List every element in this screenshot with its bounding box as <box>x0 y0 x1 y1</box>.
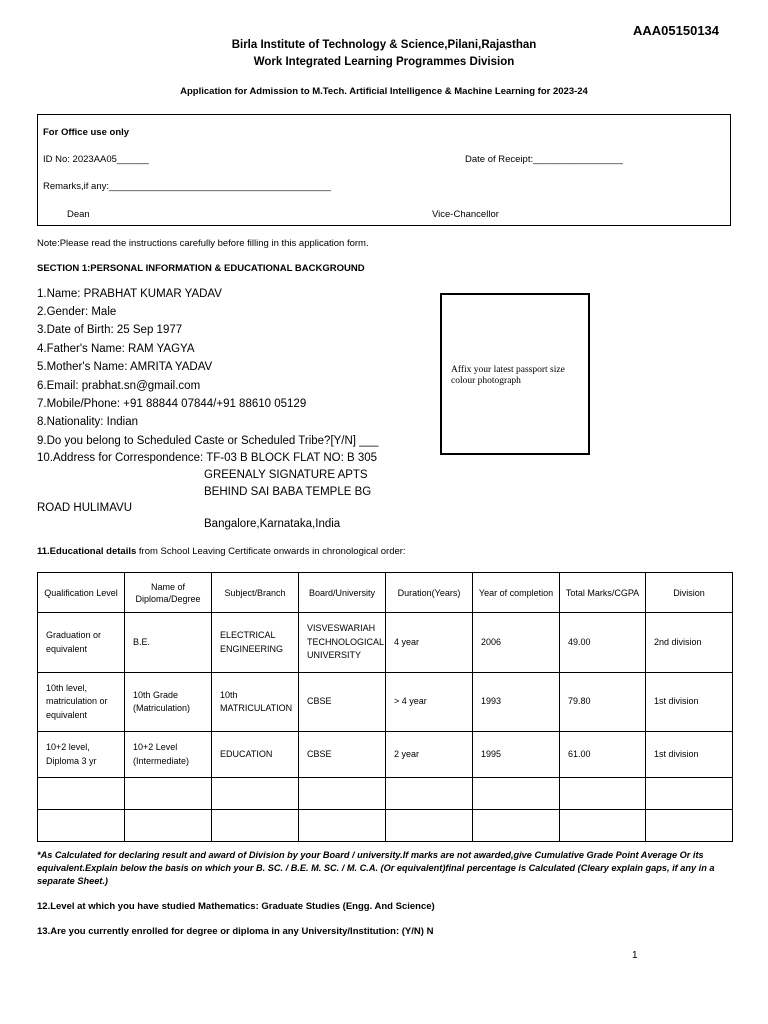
table-cell: 1995 <box>473 732 560 778</box>
col-header: Division <box>646 573 733 613</box>
col-header: Name of Diploma/Degree <box>125 573 212 613</box>
table-cell <box>560 778 646 810</box>
office-dean: Dean <box>67 209 90 220</box>
section1-title: SECTION 1:PERSONAL INFORMATION & EDUCATIONAL BACKGROUND <box>37 263 365 274</box>
table-row <box>38 613 733 673</box>
education-heading-bold: 11.Educational details <box>37 546 137 557</box>
office-use-box <box>37 114 731 226</box>
office-vice-chancellor: Vice-Chancellor <box>432 209 499 220</box>
personal-caste: 9.Do you belong to Scheduled Caste or Scheduled Tribe?[Y/N] ___ <box>37 435 379 447</box>
table-cell <box>299 810 386 842</box>
table-cell: 2nd division <box>646 613 733 673</box>
table-cell <box>646 778 733 810</box>
table-cell <box>125 778 212 810</box>
table-cell: 10th Grade (Matriculation) <box>125 673 212 732</box>
question-12-mathematics: 12.Level at which you have studied Mathematics: Graduate Studies (Engg. And Science) <box>37 901 435 912</box>
education-table <box>37 572 733 842</box>
table-cell: Graduation or equivalent <box>38 613 125 673</box>
application-title: Application for Admission to M.Tech. Artificial Intelligence & Machine Learning for 2023-24 <box>180 86 588 97</box>
education-heading-rest: from School Leaving Certificate onwards in chronological order: <box>136 546 406 557</box>
table-cell <box>473 778 560 810</box>
table-cell <box>125 810 212 842</box>
office-remarks: Remarks,if any:__________________________________________ <box>43 181 331 192</box>
table-cell: 2006 <box>473 613 560 673</box>
table-cell <box>386 778 473 810</box>
table-cell <box>646 810 733 842</box>
photo-text-line-1: Affix your latest passport size <box>451 365 565 375</box>
personal-dob: 3.Date of Birth: 25 Sep 1977 <box>37 324 183 336</box>
personal-email: 6.Email: prabhat.sn@gmail.com <box>37 380 201 392</box>
office-id-no: ID No: 2023AA05______ <box>43 154 149 165</box>
table-cell: 10+2 level, Diploma 3 yr <box>38 732 125 778</box>
page-number: 1 <box>632 950 638 961</box>
question-13-enrollment: 13.Are you currently enrolled for degree or diploma in any University/Institution: (Y/N) N <box>37 926 434 937</box>
table-cell: 10+2 Level (Intermediate) <box>125 732 212 778</box>
col-header: Qualification Level <box>38 573 125 613</box>
photo-instruction <box>451 365 581 387</box>
table-cell: 61.00 <box>560 732 646 778</box>
table-cell <box>212 778 299 810</box>
table-cell: VISVESWARIAH TECHNOLOGICAL UNIVERSITY <box>299 613 386 673</box>
instruction-note: Note:Please read the instructions carefully before filling in this application form. <box>37 238 369 249</box>
table-cell: 49.00 <box>560 613 646 673</box>
table-cell: CBSE <box>299 673 386 732</box>
col-header: Total Marks/CGPA <box>560 573 646 613</box>
marks-footnote: *As Calculated for declaring result and award of Division by your Board / university.If marks are not awarded,give Cumulative Grade Point Average Or its equivalent.Explain below the basis on which your B. SC. / B.E. M. SC. / M. C.A. (Or equivalent)final percentage is Calculated (Cleary explain gaps, if any in a separate Sheet.) <box>37 850 715 886</box>
application-id: AAA05150134 <box>633 23 720 38</box>
table-cell: CBSE <box>299 732 386 778</box>
table-cell: 1st division <box>646 673 733 732</box>
table-cell: ELECTRICAL ENGINEERING <box>212 613 299 673</box>
office-date-of-receipt: Date of Receipt:_________________ <box>465 154 623 165</box>
table-cell <box>560 810 646 842</box>
office-use-title: For Office use only <box>43 127 130 138</box>
table-cell <box>299 778 386 810</box>
division-name: Work Integrated Learning Programmes Division <box>253 56 515 68</box>
table-cell: 1993 <box>473 673 560 732</box>
col-header: Year of completion <box>473 573 560 613</box>
institute-name: Birla Institute of Technology & Science,Pilani,Rajasthan <box>231 39 537 51</box>
table-cell <box>386 810 473 842</box>
table-cell: 2 year <box>386 732 473 778</box>
table-cell: 10th MATRICULATION <box>212 673 299 732</box>
address-line-4: ROAD HULIMAVU <box>37 502 132 514</box>
col-header: Board/University <box>299 573 386 613</box>
personal-nationality: 8.Nationality: Indian <box>37 416 139 428</box>
table-cell: 79.80 <box>560 673 646 732</box>
personal-father: 4.Father's Name: RAM YAGYA <box>37 343 195 355</box>
table-cell: 1st division <box>646 732 733 778</box>
table-cell: EDUCATION <box>212 732 299 778</box>
address-line-2: GREENALY SIGNATURE APTS <box>204 469 368 481</box>
table-cell: 4 year <box>386 613 473 673</box>
address-line-3: BEHIND SAI BABA TEMPLE BG <box>204 486 372 498</box>
table-cell <box>38 778 125 810</box>
personal-name: 1.Name: PRABHAT KUMAR YADAV <box>37 288 222 300</box>
education-header-row <box>38 573 733 613</box>
table-row <box>38 673 733 732</box>
address-line-5: Bangalore,Karnataka,India <box>204 518 341 530</box>
table-row <box>38 732 733 778</box>
table-row <box>38 778 733 810</box>
personal-gender: 2.Gender: Male <box>37 306 117 318</box>
address-line-1: 10.Address for Correspondence: TF-03 B BLOCK FLAT NO: B 305 <box>37 452 378 464</box>
table-cell <box>38 810 125 842</box>
education-heading <box>37 546 406 557</box>
personal-phone: 7.Mobile/Phone: +91 88844 07844/+91 88610 05129 <box>37 398 307 410</box>
col-header: Subject/Branch <box>212 573 299 613</box>
photo-text-line-2: colour photograph <box>451 376 521 386</box>
table-cell: B.E. <box>125 613 212 673</box>
col-header: Duration(Years) <box>386 573 473 613</box>
table-cell: 10th level, matriculation or equivalent <box>38 673 125 732</box>
table-row <box>38 810 733 842</box>
personal-mother: 5.Mother's Name: AMRITA YADAV <box>37 361 213 373</box>
table-cell: > 4 year <box>386 673 473 732</box>
table-cell <box>473 810 560 842</box>
table-cell <box>212 810 299 842</box>
